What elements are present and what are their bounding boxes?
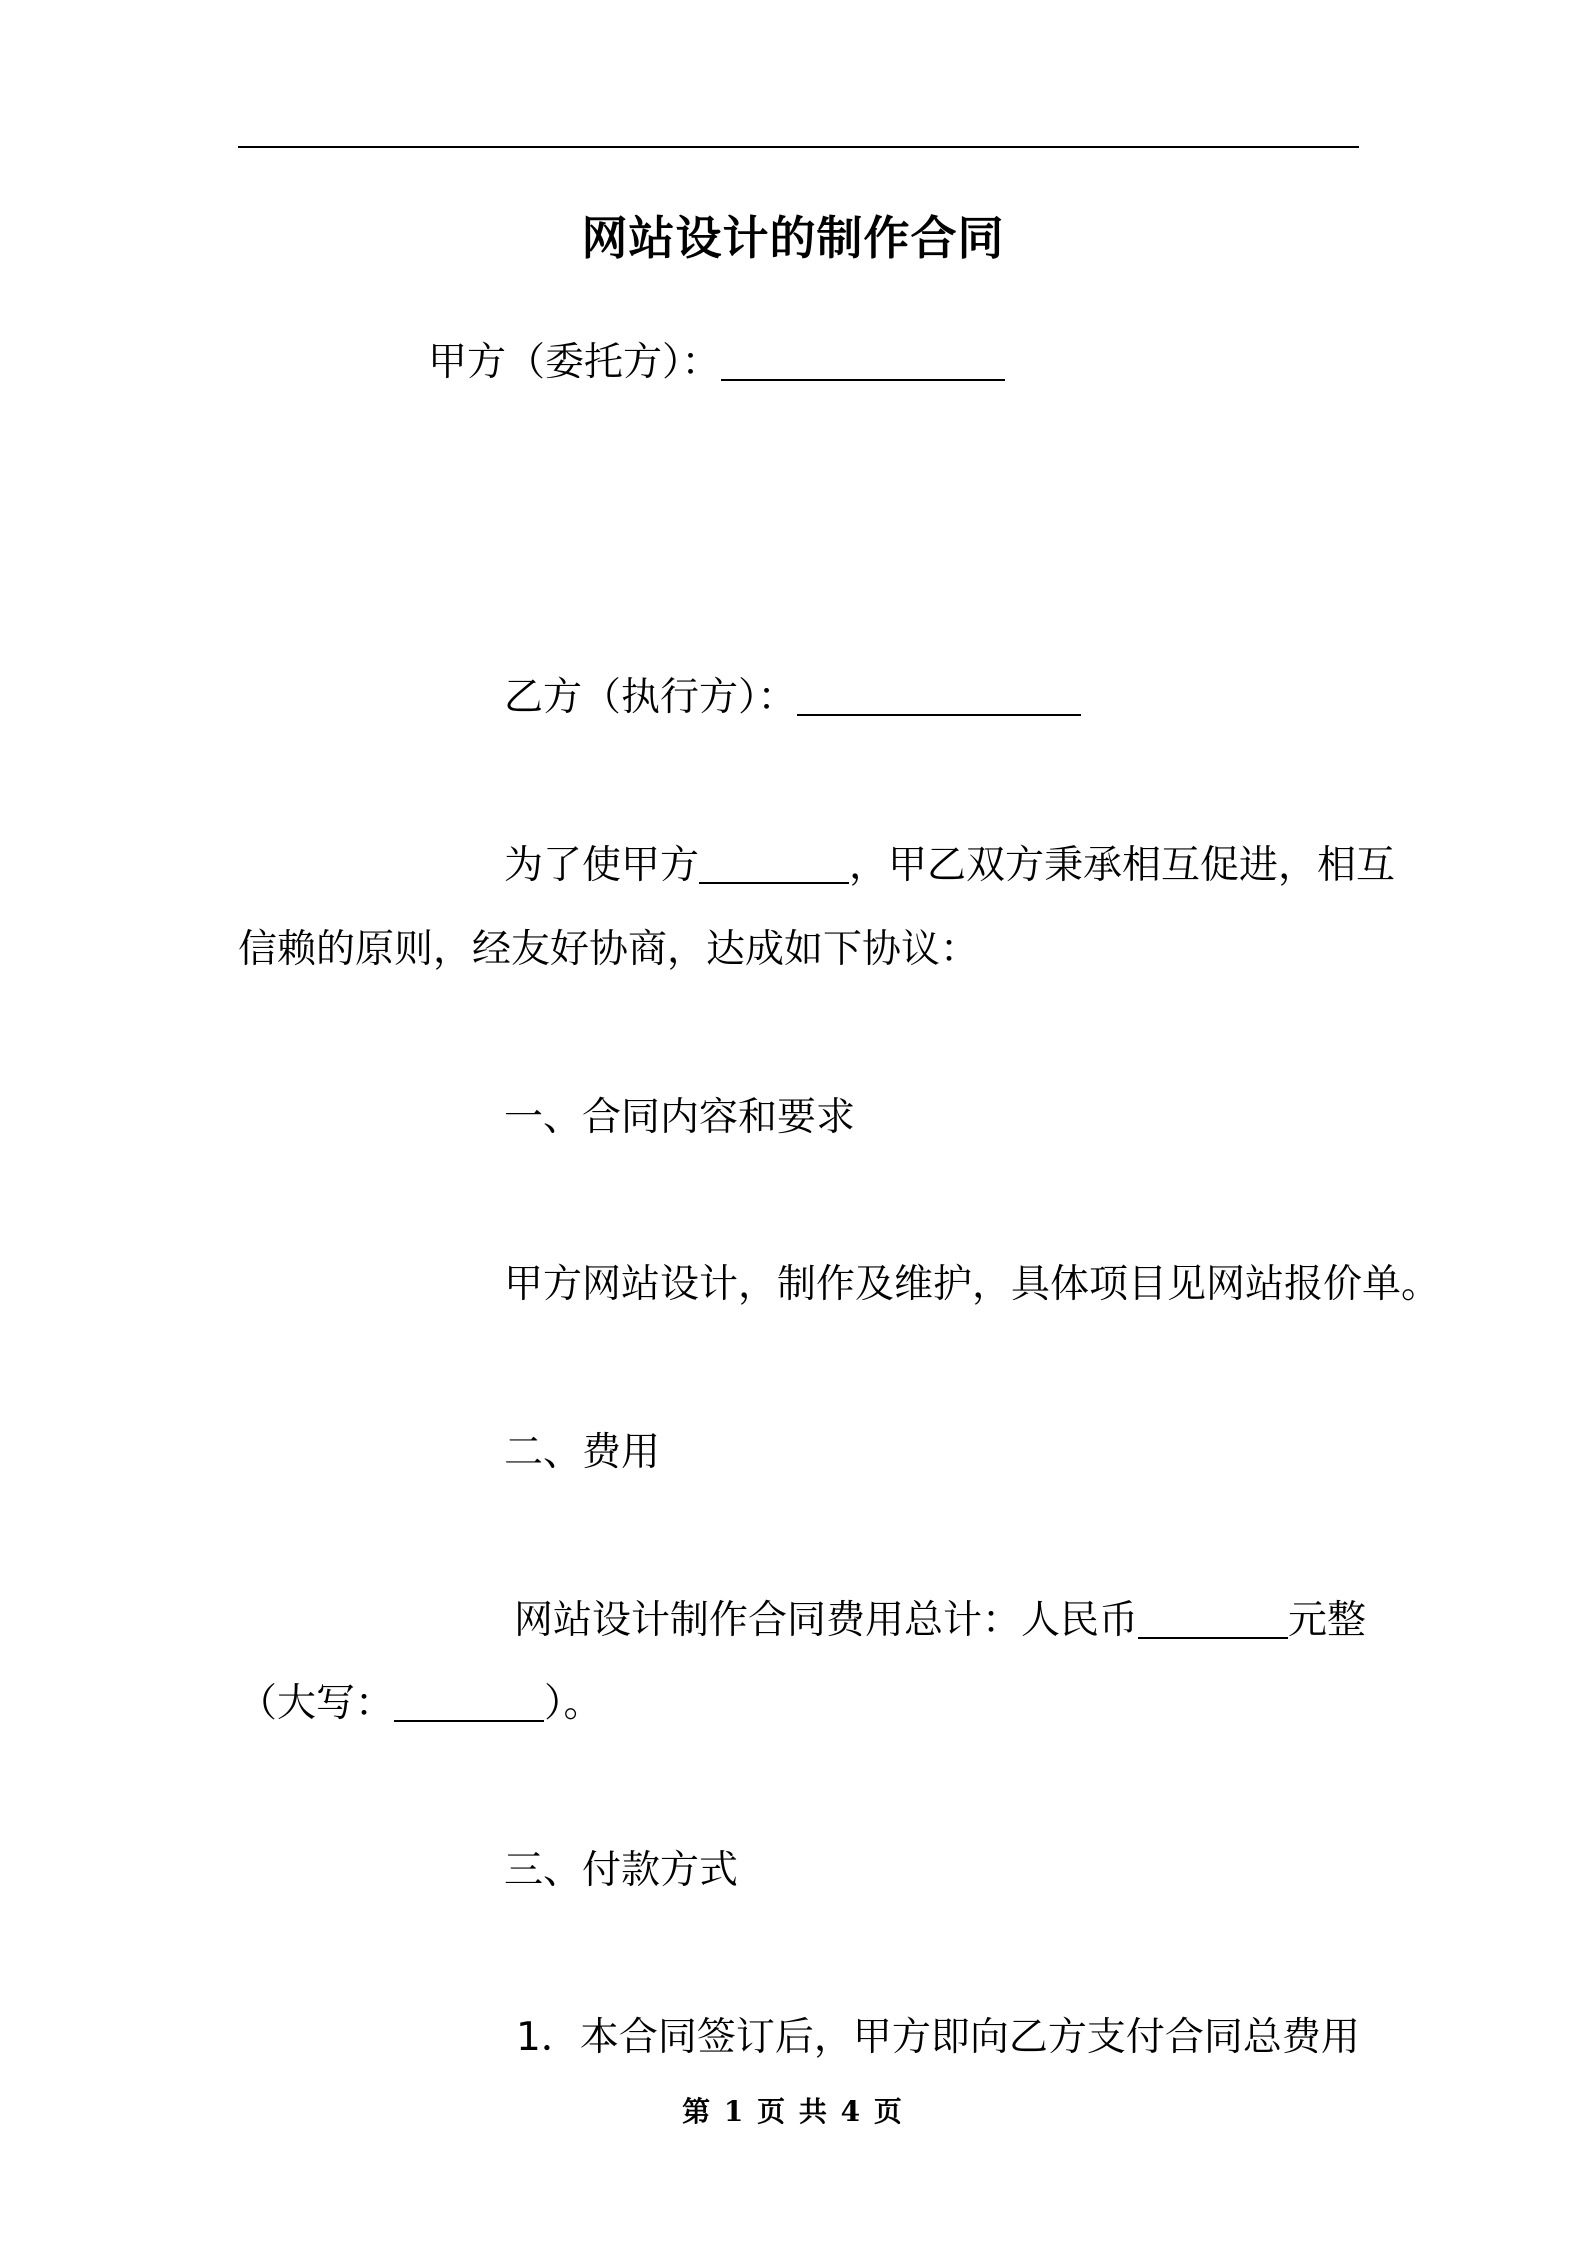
fee-capital-label: （大写： xyxy=(238,1681,395,1726)
party-a-label: 甲方（委托方）： xyxy=(428,340,721,385)
fee-text-1b: 元整 xyxy=(1288,1598,1367,1643)
fee-capital-blank[interactable] xyxy=(394,1676,544,1722)
intro-line-1 xyxy=(504,838,1395,894)
intro-text-1a: 为了使甲方 xyxy=(504,843,700,888)
section-3-heading: 三、付款方式 xyxy=(504,1848,739,1893)
page-number: 第 1 页 共 4 页 xyxy=(682,2095,904,2128)
intro-text-1b: ，甲乙双方秉承相互促进，相互 xyxy=(849,843,1396,888)
section-1-heading: 一、合同内容和要求 xyxy=(504,1095,856,1140)
fee-line-2 xyxy=(238,1676,603,1732)
document-title: 网站设计的制作合同 xyxy=(581,211,1005,265)
party-b-blank[interactable] xyxy=(797,670,1081,716)
party-b-label: 乙方（执行方）： xyxy=(504,675,797,720)
section-2-heading: 二、费用 xyxy=(504,1430,661,1475)
payment-item-1: 1．本合同签订后，甲方即向乙方支付合同总费用 xyxy=(516,2015,1360,2060)
party-a-blank[interactable] xyxy=(721,335,1005,381)
party-b-line xyxy=(504,670,1081,726)
intro-line-2 xyxy=(238,922,979,978)
fee-capital-close: ）。 xyxy=(544,1681,603,1726)
party-a-line xyxy=(428,335,1005,391)
fee-amount-blank[interactable] xyxy=(1138,1593,1288,1639)
intro-text-2: 信赖的原则，经友好协商，达成如下协议： xyxy=(238,927,980,972)
intro-purpose-blank[interactable] xyxy=(699,838,849,884)
section-1-body: 甲方网站设计，制作及维护，具体项目见网站报价单。 xyxy=(504,1262,1441,1307)
fee-text-1a: 网站设计制作合同费用总计：人民币 xyxy=(514,1598,1139,1643)
header-rule xyxy=(238,146,1359,148)
fee-line-1 xyxy=(514,1593,1366,1649)
